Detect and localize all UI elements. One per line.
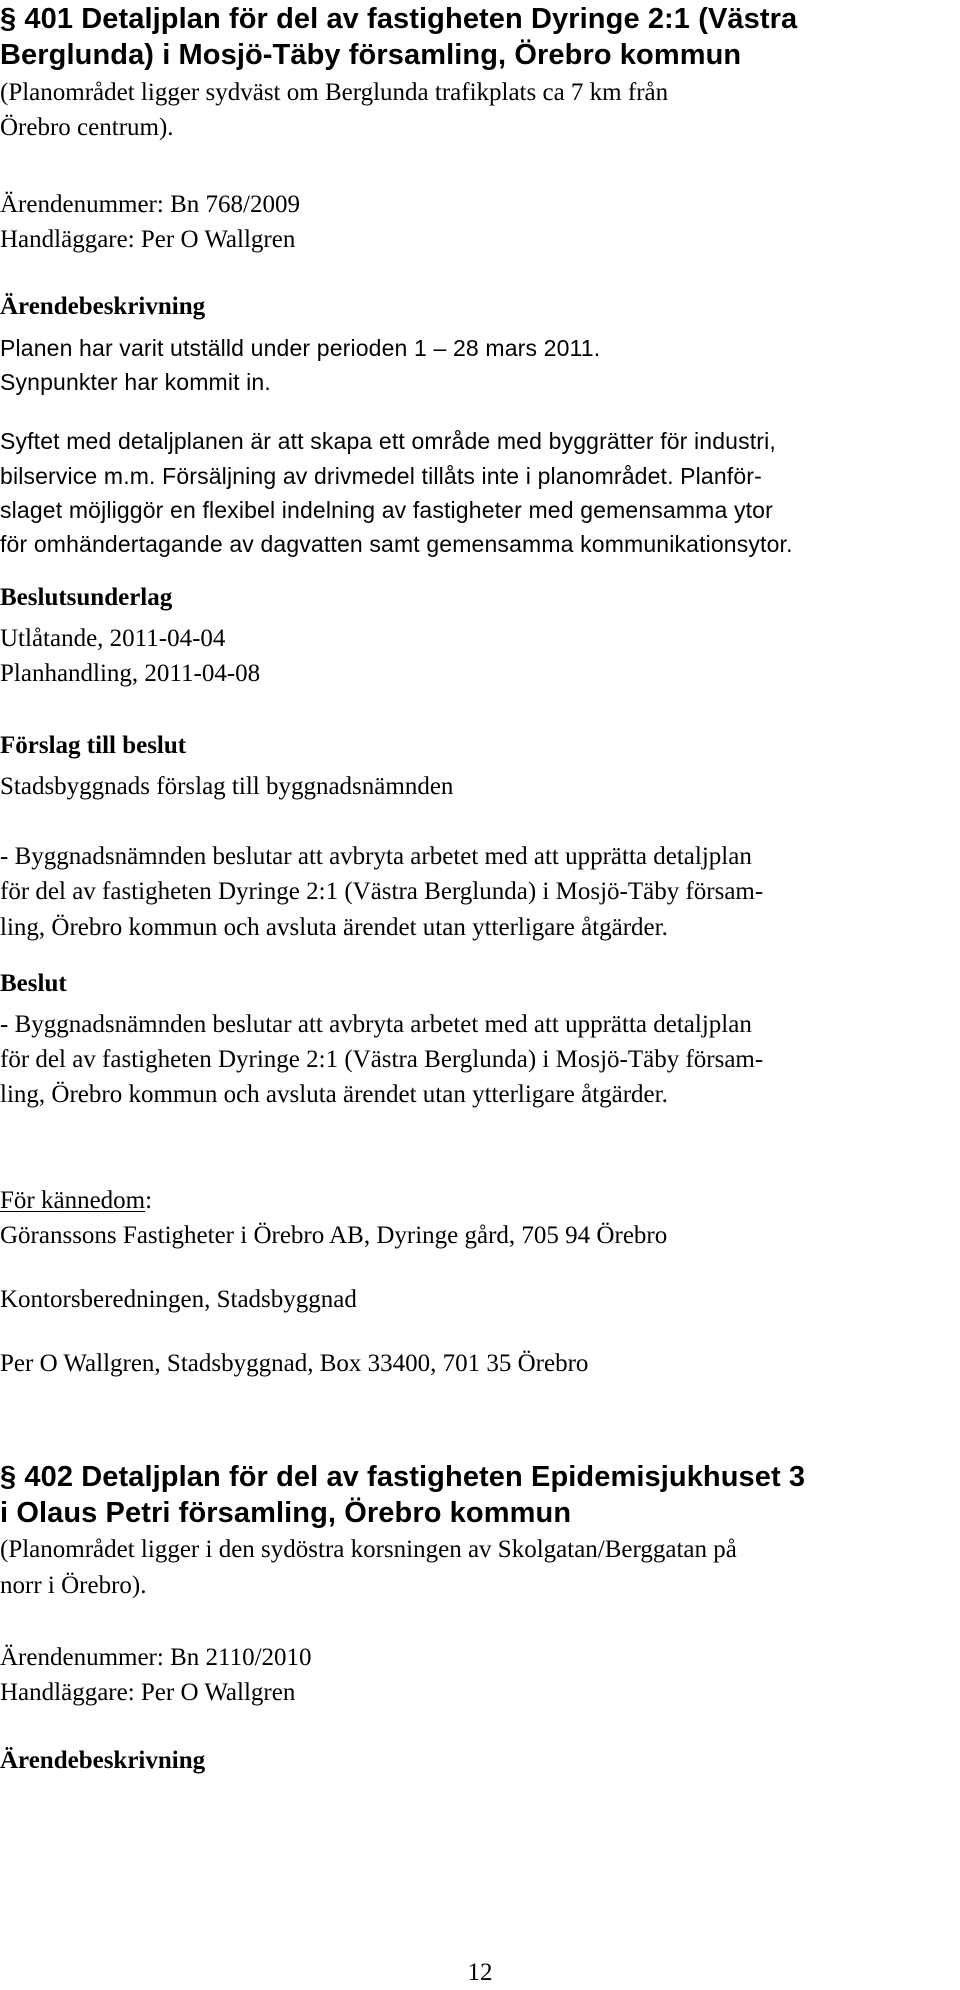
section-401-notice-recipient: Per O Wallgren, Stadsbyggnad, Box 33400, 701 35 Örebro bbox=[0, 1350, 589, 1377]
section-401-purpose-line-1: Syftet med detaljplanen är att skapa ett område med byggrätter för industri, bbox=[0, 428, 776, 454]
section-401-notice-colon: : bbox=[145, 1187, 153, 1214]
page-number: 12 bbox=[467, 1959, 493, 1986]
section-401-case-number: Ärendenummer: Bn 768/2009 bbox=[0, 191, 300, 218]
section-402-location-line-1: (Planområdet ligger i den sydöstra korsningen av Skolgatan/Berggatan på bbox=[0, 1536, 737, 1563]
section-401-basis-heading: Beslutsunderlag bbox=[0, 584, 173, 611]
section-401-proposal-intro: Stadsbyggnads förslag till byggnadsnämnden bbox=[0, 773, 454, 800]
section-402-title-line-1: § 402 Detaljplan för del av fastigheten Epidemisjukhuset 3 bbox=[0, 1461, 806, 1493]
section-401-basis-item: Planhandling, 2011-04-08 bbox=[0, 660, 261, 687]
section-402-title-line-2: i Olaus Petri församling, Örebro kommun bbox=[0, 1497, 572, 1529]
section-401-title-line-1: § 401 Detaljplan för del av fastigheten Dyringe 2:1 (Västra bbox=[0, 3, 798, 35]
section-401-basis-item: Utlåtande, 2011-04-04 bbox=[0, 625, 226, 652]
section-401-proposal-heading: Förslag till beslut bbox=[0, 732, 187, 759]
section-401-proposal-line-1: - Byggnadsnämnden beslutar att avbryta arbetet med att upprätta detaljplan bbox=[0, 843, 752, 870]
section-401-proposal-line-3: ling, Örebro kommun och avsluta ärendet utan ytterligare åtgärder. bbox=[0, 914, 668, 941]
section-401-handler: Handläggare: Per O Wallgren bbox=[0, 226, 296, 253]
section-402-location-line-2: norr i Örebro). bbox=[0, 1572, 147, 1599]
section-401-decision-line-2: för del av fastigheten Dyringe 2:1 (Västra Berglunda) i Mosjö-Täby försam- bbox=[0, 1046, 764, 1073]
section-401-decision-heading: Beslut bbox=[0, 970, 67, 997]
section-401-decision-line-3: ling, Örebro kommun och avsluta ärendet utan ytterligare åtgärder. bbox=[0, 1081, 668, 1108]
section-402-handler: Handläggare: Per O Wallgren bbox=[0, 1679, 296, 1706]
section-401-description-line-2: Synpunkter har kommit in. bbox=[0, 369, 271, 395]
section-401-notice-recipient: Kontorsberedningen, Stadsbyggnad bbox=[0, 1286, 357, 1313]
section-401-proposal-line-2: för del av fastigheten Dyringe 2:1 (Västra Berglunda) i Mosjö-Täby försam- bbox=[0, 878, 764, 905]
section-401-notice-recipient: Göranssons Fastigheter i Örebro AB, Dyringe gård, 705 94 Örebro bbox=[0, 1222, 668, 1249]
section-401-location-line-2: Örebro centrum). bbox=[0, 114, 174, 141]
section-401-notice-label: För kännedom bbox=[0, 1187, 146, 1214]
section-402-description-heading: Ärendebeskrivning bbox=[0, 1747, 206, 1774]
section-401-purpose-line-2: bilservice m.m. Försäljning av drivmedel tillåts inte i planområdet. Planför- bbox=[0, 463, 762, 489]
section-401-purpose-line-3: slaget möjliggör en flexibel indelning av fastigheter med gemensamma ytor bbox=[0, 497, 773, 523]
section-401-description-line-1: Planen har varit utställd under perioden 1 – 28 mars 2011. bbox=[0, 335, 601, 361]
section-402-case-number: Ärendenummer: Bn 2110/2010 bbox=[0, 1644, 312, 1671]
section-401-decision-line-1: - Byggnadsnämnden beslutar att avbryta arbetet med att upprätta detaljplan bbox=[0, 1011, 752, 1038]
section-401-location-line-1: (Planområdet ligger sydväst om Berglunda trafikplats ca 7 km från bbox=[0, 79, 669, 106]
section-401-purpose-line-4: för omhändertagande av dagvatten samt gemensamma kommunikationsytor. bbox=[0, 531, 793, 557]
section-401-title-line-2: Berglunda) i Mosjö-Täby församling, Örebro kommun bbox=[0, 39, 742, 71]
section-401-description-heading: Ärendebeskrivning bbox=[0, 293, 206, 320]
section-401-notice-label-line bbox=[0, 1186, 152, 1216]
